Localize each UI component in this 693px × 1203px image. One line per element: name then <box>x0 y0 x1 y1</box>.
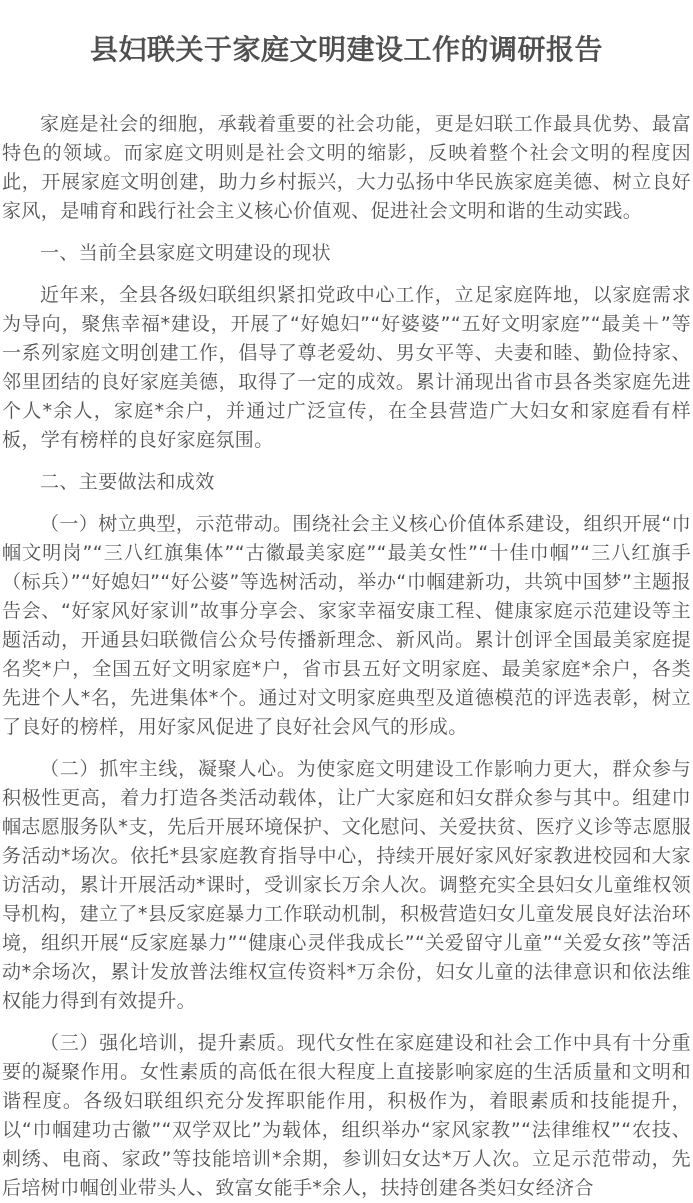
paragraph-point-3-training: （三）强化培训，提升素质。现代女性在家庭建设和社会工作中具有十分重要的凝聚作用。女性素质的高低在很大程度上直接影响家庭的生活质量和文明和谐程度。各级妇联组织充分发挥职能作用，积极作为，着眼素质和技能提升，以“巾帼建功古徽”“双学双比”为载体，组织举办“家风家教”“法律维权”“农技、刺绣、电商、家政”等技能培训*余期，参训妇女达*万人次。立足示范带动，先后培树巾帼创业带头人、致富女能手*余人，扶持创建各类妇女经济合 <box>2 1032 691 1199</box>
paragraph-current-status: 近年来，全县各级妇联组织紧扣党政中心工作，立足家庭阵地，以家庭需求为导向，聚焦幸福*建设，开展了“好媳妇”“好婆婆”“五好文明家庭”“最美＋”等一系列家庭文明创建工作，倡导了尊老爱幼、男女平等、夫妻和睦、勤俭持家、邻里团结的良好家庭美德，取得了一定的成效。累计涌现出省市县各类家庭先进个人*余人，家庭*余户，并通过广泛宣传，在全县营造广大妇女和家庭看有样板，学有榜样的良好家庭氛围。 <box>2 284 691 451</box>
paragraph-point-1-role-models: （一）树立典型，示范带动。围绕社会主义核心价值体系建设，组织开展“巾帼文明岗”“三八红旗集体”“古徽最美家庭”“最美女性”“十佳巾帼”“三八红旗手（标兵）”“好媳妇”“好公婆”等选树活动，举办“巾帼建新功，共筑中国梦”主题报告会、“好家风好家训”故事分享会、家家幸福安康工程、健康家庭示范建设等主题活动，开通县妇联微信公众号传播新理念、新风尚。累计创评全国最美家庭提名奖*户，全国五好文明家庭*户，省市县五好文明家庭、最美家庭*余户，各类先进个人*名，先进集体*个。通过对文明家庭典型及道德模范的评选表彰，树立了良好的榜样，用好家风促进了良好社会风气的形成。 <box>2 513 691 738</box>
section-heading-2: 二、主要做法和成效 <box>40 471 215 493</box>
paragraph-intro: 家庭是社会的细胞，承载着重要的社会功能，更是妇联工作最具优势、最富特色的领域。而家庭文明则是社会文明的缩影，反映着整个社会文明的程度因此，开展家庭文明创建，助力乡村振兴，大力弘扬中华民族家庭美德、树立良好家风，是哺育和践行社会主义核心价值观、促进社会文明和谐的生动实践。 <box>2 113 691 222</box>
document-title: 县妇联关于家庭文明建设工作的调研报告 <box>89 33 603 66</box>
section-heading-1: 一、当前全县家庭文明建设的现状 <box>40 242 332 264</box>
paragraph-point-2-main-line: （二）抓牢主线，凝聚人心。为使家庭文明建设工作影响力更大，群众参与积极性更高，着力打造各类活动载体，让广大家庭和妇女群众参与其中。组建巾帼志愿服务队*支，先后开展环境保护、文化慰问、关爱扶贫、医疗义诊等志愿服务活动*场次。依托*县家庭教育指导中心，持续开展好家风好家教进校园和大家访活动，累计开展活动*课时，受训家长万余人次。调整充实全县妇女儿童维权领导机构，建立了*县反家庭暴力工作联动机制，积极营造妇女儿童发展良好法治环境，组织开展“反家庭暴力”“健康心灵伴我成长”“关爱留守儿童”“关爱女孩”等活动*余场次，累计发放普法维权宣传资料*万余份，妇女儿童的法律意识和依法维权能力得到有效提升。 <box>2 758 691 1012</box>
